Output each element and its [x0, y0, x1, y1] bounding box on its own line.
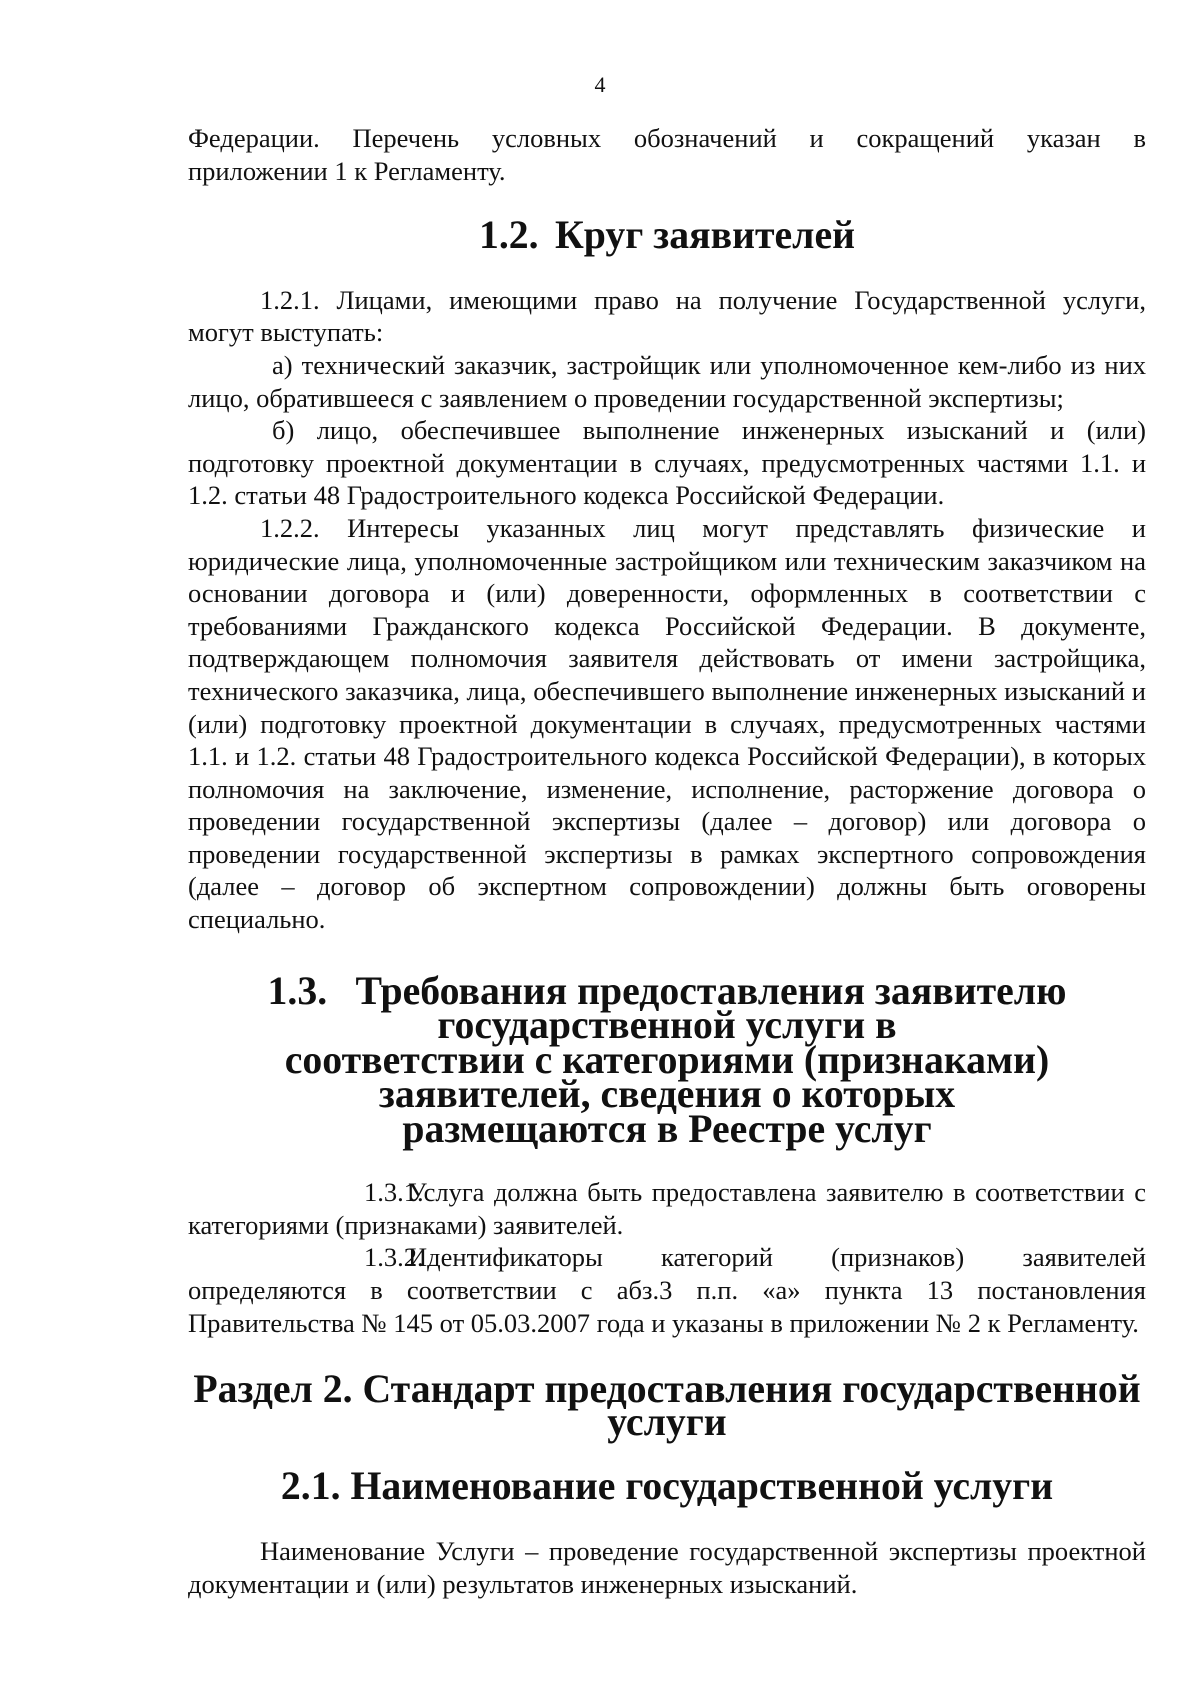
- list-item-b: б) лицо, обеспечившее выполнение инженерных изысканий и (или) подготовку проектной документации в случаях, предусмотренных частями 1.1. и 1.2. статьи 48 Градостроительного кодекса Российской Федерации.: [188, 415, 1146, 511]
- paragraph-1-3-2-text: Идентификаторы категорий (признаков) заявителей определяются в соответствии с абз.3 п.п. «а» пункта 13 постановления Правительства № 145 от 05.03.2007 года и указаны в приложении № 2 к Регламенту.: [188, 1242, 1146, 1338]
- paragraph-1-3-1: [188, 1176, 1146, 1241]
- section-1-2-number: 1.2.: [478, 213, 539, 258]
- section-1-3-title-line-3: размещаются в Реестре услуг: [402, 1106, 932, 1151]
- section-1-3-title-line-1: Требования предоставления заявителю государственной услуги в: [355, 968, 1067, 1048]
- document-body: [188, 122, 1146, 1600]
- paragraph-2-1: Наименование Услуги – проведение государственной экспертизы проектной документации и (или) результатов инженерных изысканий.: [188, 1535, 1146, 1599]
- section-2-1-heading: 2.1. Наименование государственной услуги: [280, 1464, 1054, 1509]
- paragraph-1-3-2: [188, 1241, 1146, 1339]
- intro-line-1: Федерации. Перечень условных обозначений и сокращений указан в: [188, 123, 1146, 153]
- page-number: 4: [594, 72, 606, 97]
- paragraph-1-3-1-text: Услуга должна быть предоставлена заявителю в соответствии с категориями (признаками) заявителей.: [188, 1177, 1146, 1240]
- section-1-2-title: Круг заявителей: [554, 213, 855, 258]
- intro-line-2: приложении 1 к Регламенту.: [188, 155, 506, 186]
- section-1-3-title-line-2: соответствии с категориями (признаками) заявителей, сведения о которых: [284, 1037, 1050, 1117]
- section-1-3-number: 1.3.: [267, 968, 328, 1013]
- paragraph-1-2-1: 1.2.1. Лицами, имеющими право на получение Государственной услуги, могут выступать:: [188, 284, 1146, 348]
- section-1-2-heading: [188, 213, 1146, 258]
- paragraph-1-3-2-number: 1.3.2.: [364, 1242, 424, 1273]
- section-2-heading: Раздел 2. Стандарт предоставления государственной услуги: [193, 1367, 1141, 1444]
- section-1-3-heading: [188, 968, 1146, 1151]
- paragraph-1-3-1-number: 1.3.1.: [364, 1177, 424, 1208]
- paragraph-1-2-2: 1.2.2. Интересы указанных лиц могут представлять физические и юридические лица, уполномоченные застройщиком или техническим заказчиком на основании договора и (или) доверенности, оформленных в соответствии с требованиями Гражданского кодекса Российской Федерации. В документе, подтверждающем полномочия заявителя действовать от имени застройщика, технического заказчика, лица, обеспечившего выполнение инженерных изысканий и (или) подготовку проектной документации в случаях, предусмотренных частями 1.1. и 1.2. статьи 48 Градостроительного кодекса Российской Федерации), в которых полномочия на заключение, изменение, исполнение, расторжение договора о проведении государственной экспертизы (далее – договор) или договора о проведении государственной экспертизы в рамках экспертного сопровождения (далее – договор об экспертном сопровождении) должны быть оговорены специально.: [188, 512, 1146, 935]
- list-item-a: а) технический заказчик, застройщик или уполномоченное кем-либо из них лицо, обратившееся с заявлением о проведении государственной экспертизы;: [188, 349, 1146, 413]
